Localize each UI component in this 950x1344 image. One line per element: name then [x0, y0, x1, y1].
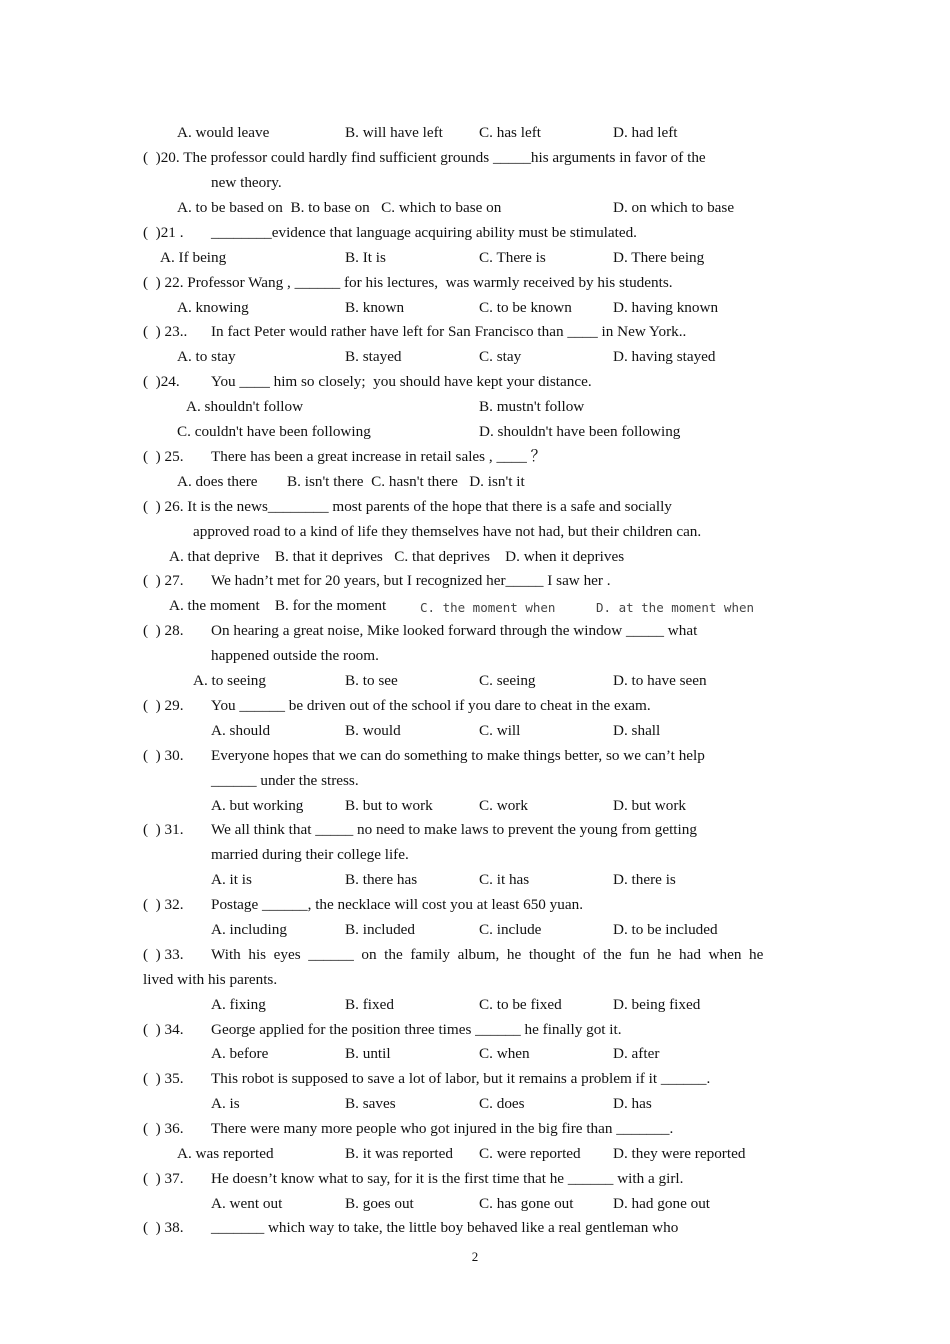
question-text: Everyone hopes that we can do something to make things better, so we can’t help: [211, 747, 705, 764]
question-text: approved road to a kind of life they themselves have not had, but their children can.: [193, 523, 702, 540]
answer-option: D. had gone out: [613, 1195, 711, 1212]
answer-option: D. shouldn't have been following: [479, 423, 681, 440]
answer-option: B. goes out: [345, 1195, 414, 1212]
question-text: ________evidence that language acquiring ability must be stimulated.: [211, 224, 637, 241]
answer-option: C. work: [479, 797, 528, 814]
answer-option: B. it was reported: [345, 1145, 453, 1162]
answer-option: D. having stayed: [613, 348, 716, 365]
answer-option: B. mustn't follow: [479, 398, 585, 415]
answer-option: C. has gone out: [479, 1195, 574, 1212]
answer-option: D. there is: [613, 871, 676, 888]
answer-option: B. stayed: [345, 348, 402, 365]
question-number: ( ) 27.: [143, 572, 184, 589]
answer-option: A. shouldn't follow: [186, 398, 304, 415]
answer-option: C. does: [479, 1095, 525, 1112]
answer-option: D. to be included: [613, 921, 718, 938]
answer-option: C. couldn't have been following: [177, 423, 371, 440]
answer-option: A. including: [211, 921, 287, 938]
question-text: married during their college life.: [211, 846, 409, 863]
question-text: He doesn’t know what to say, for it is the first time that he ______ with a girl.: [211, 1170, 684, 1187]
answer-option: D. but work: [613, 797, 686, 814]
answer-option: B. there has: [345, 871, 418, 888]
answer-option: B. It is: [345, 249, 386, 266]
page-number: 2: [471, 1249, 479, 1264]
question-number: ( ) 32.: [143, 896, 184, 913]
answer-option: A. would leave: [177, 124, 270, 141]
answer-option: D. has: [613, 1095, 652, 1112]
question-text: lived with his parents.: [143, 971, 278, 988]
answer-option: A. fixing: [211, 996, 266, 1013]
answer-option: D. shall: [613, 722, 661, 739]
answer-option: C. were reported: [479, 1145, 581, 1162]
answer-option: C. the moment when: [420, 600, 556, 615]
question-number: ( ) 34.: [143, 1021, 184, 1038]
answer-option: A. to seeing: [193, 672, 266, 689]
answer-option: B. to see: [345, 672, 398, 689]
question-number: ( ) 31.: [143, 821, 184, 838]
answer-option: A. is: [211, 1095, 240, 1112]
answer-option: A. knowing: [177, 299, 249, 316]
answer-option: C. stay: [479, 348, 522, 365]
question-text: This robot is supposed to save a lot of labor, but it remains a problem if it ______.: [211, 1070, 711, 1087]
answer-option: A. does there: [177, 473, 258, 490]
question-number: ( ) 38.: [143, 1219, 184, 1236]
answer-option: D. at the moment when: [596, 600, 755, 615]
question-number: ( )21 .: [143, 224, 184, 241]
answer-option: B. would: [345, 722, 401, 739]
question-number: ( ) 28.: [143, 622, 184, 639]
answer-option: A. was reported: [177, 1145, 274, 1162]
question-number: ( ) 26. It is the news________ most parents of the hope that there is a safe and socially: [143, 498, 672, 515]
answer-option: A. to be based on B. to base on C. which to base on: [177, 199, 502, 216]
answer-option: A. went out: [211, 1195, 283, 1212]
answer-option: D. having known: [613, 299, 719, 316]
question-number: ( ) 22. Professor Wang , ______ for his lectures, was warmly received by his students.: [143, 274, 673, 291]
answer-option: A. but working: [211, 797, 304, 814]
answer-option: C. to be known: [479, 299, 572, 316]
answer-option: C. has left: [479, 124, 542, 141]
answer-option: D. they were reported: [613, 1145, 746, 1162]
question-number: ( ) 23..: [143, 323, 188, 340]
question-text: _______ which way to take, the little boy behaved like a real gentleman who: [211, 1219, 679, 1236]
answer-option: D. on which to base: [613, 199, 735, 216]
answer-option: B. isn't there C. hasn't there D. isn't it: [287, 473, 525, 490]
question-number: ( ) 36.: [143, 1120, 184, 1137]
answer-option: B. but to work: [345, 797, 433, 814]
answer-option: A. If being: [160, 249, 227, 266]
question-number: ( )20. The professor could hardly find sufficient grounds _____his arguments in favor of the: [143, 149, 706, 166]
question-number: ( )24.: [143, 373, 180, 390]
answer-option: C. when: [479, 1045, 530, 1062]
question-text: We hadn’t met for 20 years, but I recognized her_____ I saw her .: [211, 572, 611, 589]
answer-option: B. included: [345, 921, 416, 938]
answer-option: A. it is: [211, 871, 252, 888]
answer-option: A. to stay: [177, 348, 236, 365]
answer-option: D. to have seen: [613, 672, 707, 689]
question-text: happened outside the room.: [211, 647, 379, 664]
question-text: ______ under the stress.: [211, 772, 359, 789]
answer-option: B. will have left: [345, 124, 443, 141]
question-number: ( ) 33.: [143, 946, 184, 963]
question-text: George applied for the position three times ______ he finally got it.: [211, 1021, 622, 1038]
answer-option: A. before: [211, 1045, 269, 1062]
answer-option: D. had left: [613, 124, 678, 141]
question-text: You ______ be driven out of the school if you dare to cheat in the exam.: [211, 697, 651, 714]
answer-option: C. seeing: [479, 672, 536, 689]
answer-option: A. that deprive B. that it deprives C. that deprives D. when it deprives: [169, 548, 625, 565]
question-number: ( ) 37.: [143, 1170, 184, 1187]
answer-option: A. should: [211, 722, 271, 739]
answer-option: C. There is: [479, 249, 546, 266]
question-text: In fact Peter would rather have left for San Francisco than ____ in New York..: [211, 323, 687, 340]
question-text: There were many more people who got injured in the big fire than _______.: [211, 1120, 674, 1137]
answer-option: C. to be fixed: [479, 996, 562, 1013]
question-number: ( ) 29.: [143, 697, 184, 714]
question-number: ( ) 30.: [143, 747, 184, 764]
answer-option: B. until: [345, 1045, 391, 1062]
question-text: On hearing a great noise, Mike looked forward through the window _____ what: [211, 622, 698, 639]
answer-option: A. the moment B. for the moment: [169, 597, 387, 614]
question-text: We all think that _____ no need to make laws to prevent the young from getting: [211, 821, 697, 838]
answer-option: D. being fixed: [613, 996, 701, 1013]
question-text: There has been a great increase in retail sales , ____ ？: [211, 448, 546, 465]
question-text: You ____ him so closely; you should have kept your distance.: [211, 373, 592, 390]
question-number: ( ) 25.: [143, 448, 184, 465]
question-text: With his eyes ______ on the family album, he thought of the fun he had when he: [211, 946, 764, 963]
question-number: ( ) 35.: [143, 1070, 184, 1087]
answer-option: B. fixed: [345, 996, 394, 1013]
answer-option: C. will: [479, 722, 521, 739]
question-text: Postage ______, the necklace will cost you at least 650 yuan.: [211, 896, 584, 913]
answer-option: B. known: [345, 299, 405, 316]
answer-option: B. saves: [345, 1095, 396, 1112]
answer-option: C. include: [479, 921, 542, 938]
answer-option: D. after: [613, 1045, 660, 1062]
answer-option: D. There being: [613, 249, 705, 266]
question-text: new theory.: [211, 174, 282, 191]
answer-option: C. it has: [479, 871, 530, 888]
